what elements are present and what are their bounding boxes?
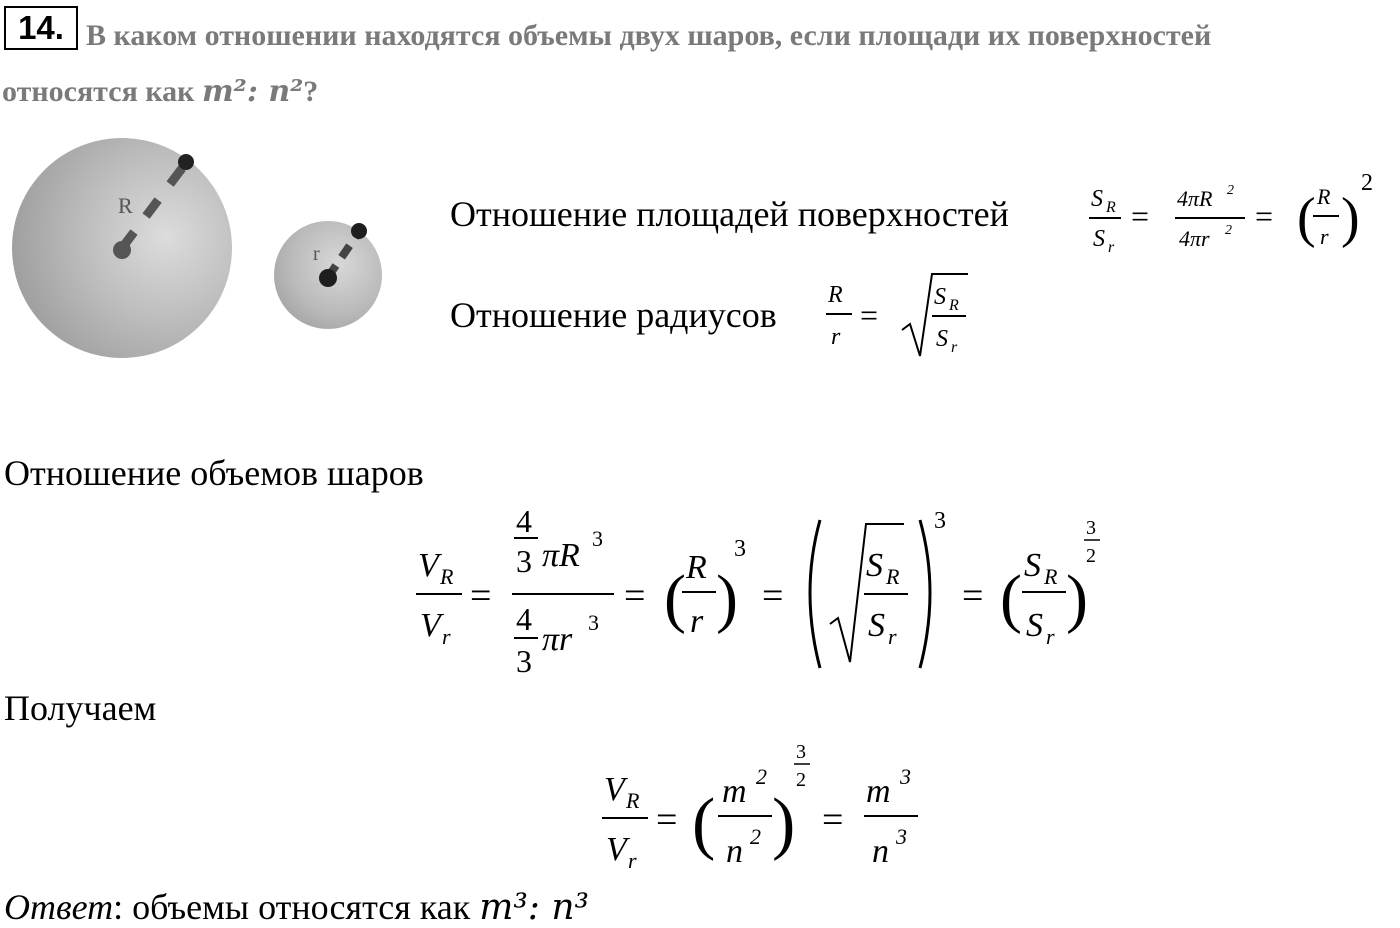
radius-ratio-formula xyxy=(822,272,982,372)
svg-text:R: R xyxy=(440,564,454,589)
svg-text:R: R xyxy=(1317,184,1331,209)
svg-text:2: 2 xyxy=(1227,183,1234,198)
svg-text:3: 3 xyxy=(516,543,532,579)
question-math: m²: n² xyxy=(201,74,304,109)
small-center-dot xyxy=(319,269,337,287)
answer-math: m³: n³ xyxy=(479,887,589,928)
svg-text:(: ( xyxy=(1000,562,1022,635)
svg-text:3: 3 xyxy=(588,610,599,635)
svg-text:2: 2 xyxy=(750,824,761,849)
question-line-2 xyxy=(2,64,318,120)
svg-text:πr: πr xyxy=(542,621,573,658)
svg-text:r: r xyxy=(1046,624,1055,649)
svg-text:R: R xyxy=(626,788,640,813)
question-end: ? xyxy=(303,75,319,108)
svg-text:): ) xyxy=(1066,562,1088,635)
svg-text:=: = xyxy=(1131,198,1150,234)
small-sphere-label: r xyxy=(313,243,320,265)
svg-text:R: R xyxy=(1106,199,1116,216)
svg-text:S: S xyxy=(868,607,885,644)
surface-ratio-formula xyxy=(1085,170,1385,260)
svg-text:V: V xyxy=(418,547,439,584)
svg-text:r: r xyxy=(1108,239,1115,256)
svg-text:S: S xyxy=(936,326,948,352)
small-edge-dot xyxy=(351,223,367,239)
svg-text:3: 3 xyxy=(896,824,907,849)
svg-text:S: S xyxy=(1026,607,1043,644)
svg-text:S: S xyxy=(866,547,883,584)
svg-text:V: V xyxy=(606,831,627,868)
svg-text:2: 2 xyxy=(1361,170,1373,196)
svg-text:S: S xyxy=(934,284,946,310)
radius-ratio-label: Отношение радиусов xyxy=(450,295,777,335)
surface-ratio-label: Отношение площадей поверхностей xyxy=(450,194,1009,234)
svg-text:V: V xyxy=(420,607,441,644)
svg-text:R: R xyxy=(828,282,843,308)
svg-text:2: 2 xyxy=(1086,545,1096,567)
svg-text:=: = xyxy=(762,575,784,617)
svg-text:3: 3 xyxy=(592,526,603,551)
result-label: Получаем xyxy=(4,688,157,728)
svg-text:S: S xyxy=(1093,226,1105,252)
svg-text:r: r xyxy=(690,603,704,640)
svg-text:R: R xyxy=(886,564,900,589)
svg-text:=: = xyxy=(656,799,678,841)
svg-text:2: 2 xyxy=(756,764,767,789)
answer-line xyxy=(4,886,589,928)
problem-number: 14. xyxy=(4,6,78,50)
svg-text:4: 4 xyxy=(516,601,532,637)
svg-text:3: 3 xyxy=(1086,517,1096,539)
svg-text:R: R xyxy=(686,549,707,586)
svg-text:S: S xyxy=(1091,186,1103,212)
svg-text:): ) xyxy=(1341,187,1360,249)
volume-ratio-label: Отношение объемов шаров xyxy=(4,453,424,493)
svg-text:(: ( xyxy=(664,562,686,635)
svg-text:3: 3 xyxy=(796,741,806,763)
svg-text:n: n xyxy=(726,833,743,870)
answer-prefix: Ответ xyxy=(4,887,114,927)
svg-text:r: r xyxy=(1320,224,1329,249)
svg-text:3: 3 xyxy=(734,536,746,562)
svg-text:2: 2 xyxy=(796,769,806,791)
result-formula xyxy=(596,738,936,878)
svg-text:3: 3 xyxy=(516,643,532,679)
svg-text:): ) xyxy=(772,785,796,862)
svg-text:r: r xyxy=(831,324,841,350)
volume-ratio-formula xyxy=(410,500,1110,690)
small-sphere xyxy=(274,221,382,329)
svg-text:V: V xyxy=(604,771,625,808)
answer-text: : объемы относятся как xyxy=(113,887,480,927)
svg-text:=: = xyxy=(822,799,844,841)
svg-text:R: R xyxy=(949,297,959,314)
svg-text:S: S xyxy=(1024,547,1041,584)
big-sphere-label: R xyxy=(118,193,133,218)
big-sphere xyxy=(12,138,232,358)
svg-text:πR: πR xyxy=(542,537,580,574)
svg-text:r: r xyxy=(888,624,897,649)
svg-text:4πr: 4πr xyxy=(1179,226,1210,251)
svg-text:m: m xyxy=(722,773,747,810)
question-line-1: В каком отношении находятся объемы двух шаров, если площади их поверхностей xyxy=(86,19,1212,52)
svg-text:2: 2 xyxy=(1225,223,1232,238)
svg-text:n: n xyxy=(872,833,889,870)
svg-text:=: = xyxy=(624,575,646,617)
svg-text:m: m xyxy=(866,773,891,810)
svg-text:r: r xyxy=(628,848,637,873)
spheres-figure xyxy=(0,130,400,370)
svg-text:R: R xyxy=(1044,564,1058,589)
svg-text:=: = xyxy=(962,575,984,617)
svg-text:r: r xyxy=(951,339,958,356)
svg-text:): ) xyxy=(716,562,738,635)
svg-text:(: ( xyxy=(692,785,716,862)
svg-text:=: = xyxy=(860,297,879,333)
svg-text:4πR: 4πR xyxy=(1177,186,1213,211)
big-edge-dot xyxy=(178,154,194,170)
svg-text:4: 4 xyxy=(516,503,532,539)
svg-text:=: = xyxy=(470,575,492,617)
svg-text:=: = xyxy=(1255,198,1274,234)
svg-text:3: 3 xyxy=(900,764,911,789)
question-line-2-prefix: относятся как xyxy=(2,75,202,108)
svg-text:(: ( xyxy=(1297,187,1316,249)
svg-text:r: r xyxy=(442,624,451,649)
svg-text:3: 3 xyxy=(934,508,946,534)
big-center-dot xyxy=(113,241,131,259)
